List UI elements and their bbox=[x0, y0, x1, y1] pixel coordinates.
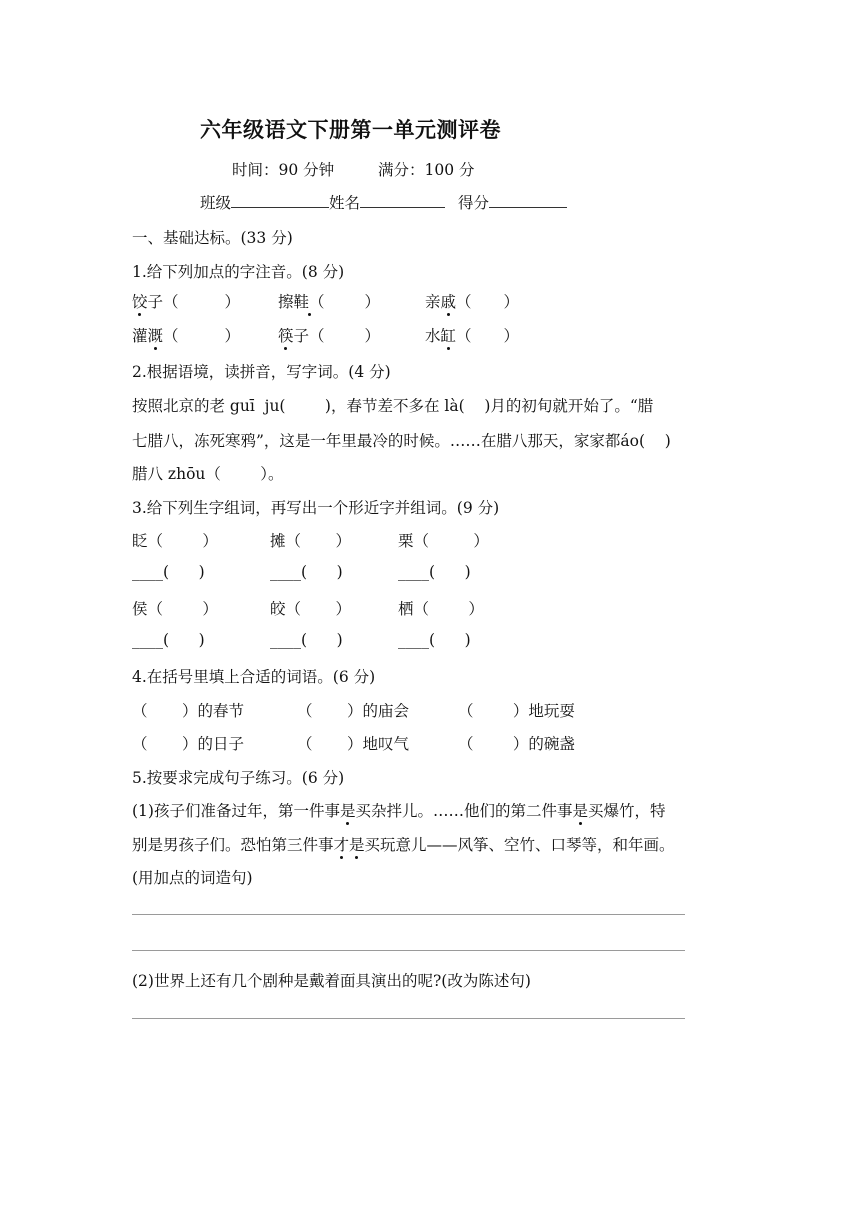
q3-item: 皎（ ） bbox=[270, 600, 351, 618]
q3-item: 眨（ ） bbox=[132, 532, 218, 550]
exam-time: 时间：90 分钟 bbox=[232, 161, 335, 179]
answer-line[interactable] bbox=[132, 914, 685, 915]
q5-sentence-2: (2)世界上还有几个剧种是戴着面具演出的呢?(改为陈述句) bbox=[132, 972, 531, 990]
q1-item: 灌溉（ ） bbox=[132, 327, 241, 345]
q3-item: 栗（ ） bbox=[398, 532, 489, 550]
q1-item: 擦鞋（ ） bbox=[278, 293, 381, 311]
q3-item: ____( ) bbox=[132, 631, 205, 649]
q3-item: 摊（ ） bbox=[270, 532, 351, 550]
q3-item: ____( ) bbox=[398, 563, 471, 581]
q1-item: 饺子（ ） bbox=[132, 293, 241, 311]
answer-line[interactable] bbox=[132, 950, 685, 951]
q3-item: 栖（ ） bbox=[398, 600, 484, 618]
q2-passage-line: 腊八 zhōu（ ）。 bbox=[132, 465, 284, 483]
q4-item: （ ）的春节 bbox=[132, 702, 244, 720]
q1-item: 水缸（ ） bbox=[425, 327, 520, 345]
q4-item: （ ）地叹气 bbox=[297, 735, 409, 753]
q5-sentence-1-instruction: (用加点的词造句) bbox=[132, 869, 253, 887]
section-heading: 一、基础达标。(33 分) bbox=[132, 229, 293, 247]
q3-item: 侯（ ） bbox=[132, 600, 218, 618]
class-blank[interactable] bbox=[231, 193, 329, 208]
q4-item: （ ）地玩耍 bbox=[458, 702, 575, 720]
q3-item: ____( ) bbox=[270, 563, 343, 581]
class-label: 班级 bbox=[200, 194, 232, 212]
question-1-prompt: 1.给下列加点的字注音。(8 分) bbox=[132, 263, 345, 281]
q4-item: （ ）的庙会 bbox=[297, 702, 409, 720]
score-label: 得分 bbox=[457, 194, 489, 212]
q1-item: 筷子（ ） bbox=[278, 327, 381, 345]
q4-item: （ ）的碗盏 bbox=[458, 735, 575, 753]
q2-passage-line: 七腊八，冻死寒鸦”，这是一年里最冷的时候。……在腊八那天，家家都áo( ) bbox=[132, 432, 671, 450]
student-info-row bbox=[200, 191, 567, 213]
exam-title: 六年级语文下册第一单元测评卷 bbox=[200, 117, 501, 142]
question-3-prompt: 3.给下列生字组词，再写出一个形近字并组词。(9 分) bbox=[132, 499, 500, 517]
q5-sentence-1-line: (1)孩子们准备过年，第一件事是买杂拌儿。……他们的第二件事是买爆竹，特 bbox=[132, 802, 666, 820]
q3-item: ____( ) bbox=[398, 631, 471, 649]
exam-full-score: 满分：100 分 bbox=[378, 161, 475, 179]
name-blank[interactable] bbox=[360, 193, 445, 208]
q4-item: （ ）的日子 bbox=[132, 735, 244, 753]
name-label: 姓名 bbox=[329, 194, 361, 212]
q5-sentence-1-line: 别是男孩子们。恐怕第三件事才是买玩意儿——风筝、空竹、口琴等，和年画。 bbox=[132, 836, 675, 854]
answer-line[interactable] bbox=[132, 1018, 685, 1019]
q3-item: ____( ) bbox=[270, 631, 343, 649]
q3-item: ____( ) bbox=[132, 563, 205, 581]
question-5-prompt: 5.按要求完成句子练习。(6 分) bbox=[132, 769, 345, 787]
question-4-prompt: 4.在括号里填上合适的词语。(6 分) bbox=[132, 668, 376, 686]
q1-item: 亲戚（ ） bbox=[425, 293, 520, 311]
score-blank[interactable] bbox=[489, 193, 567, 208]
q2-passage-line: 按照北京的老 guī ju( )，春节差不多在 là( )月的初旬就开始了。“腊 bbox=[132, 397, 654, 415]
question-2-prompt: 2.根据语境，读拼音，写字词。(4 分) bbox=[132, 363, 391, 381]
